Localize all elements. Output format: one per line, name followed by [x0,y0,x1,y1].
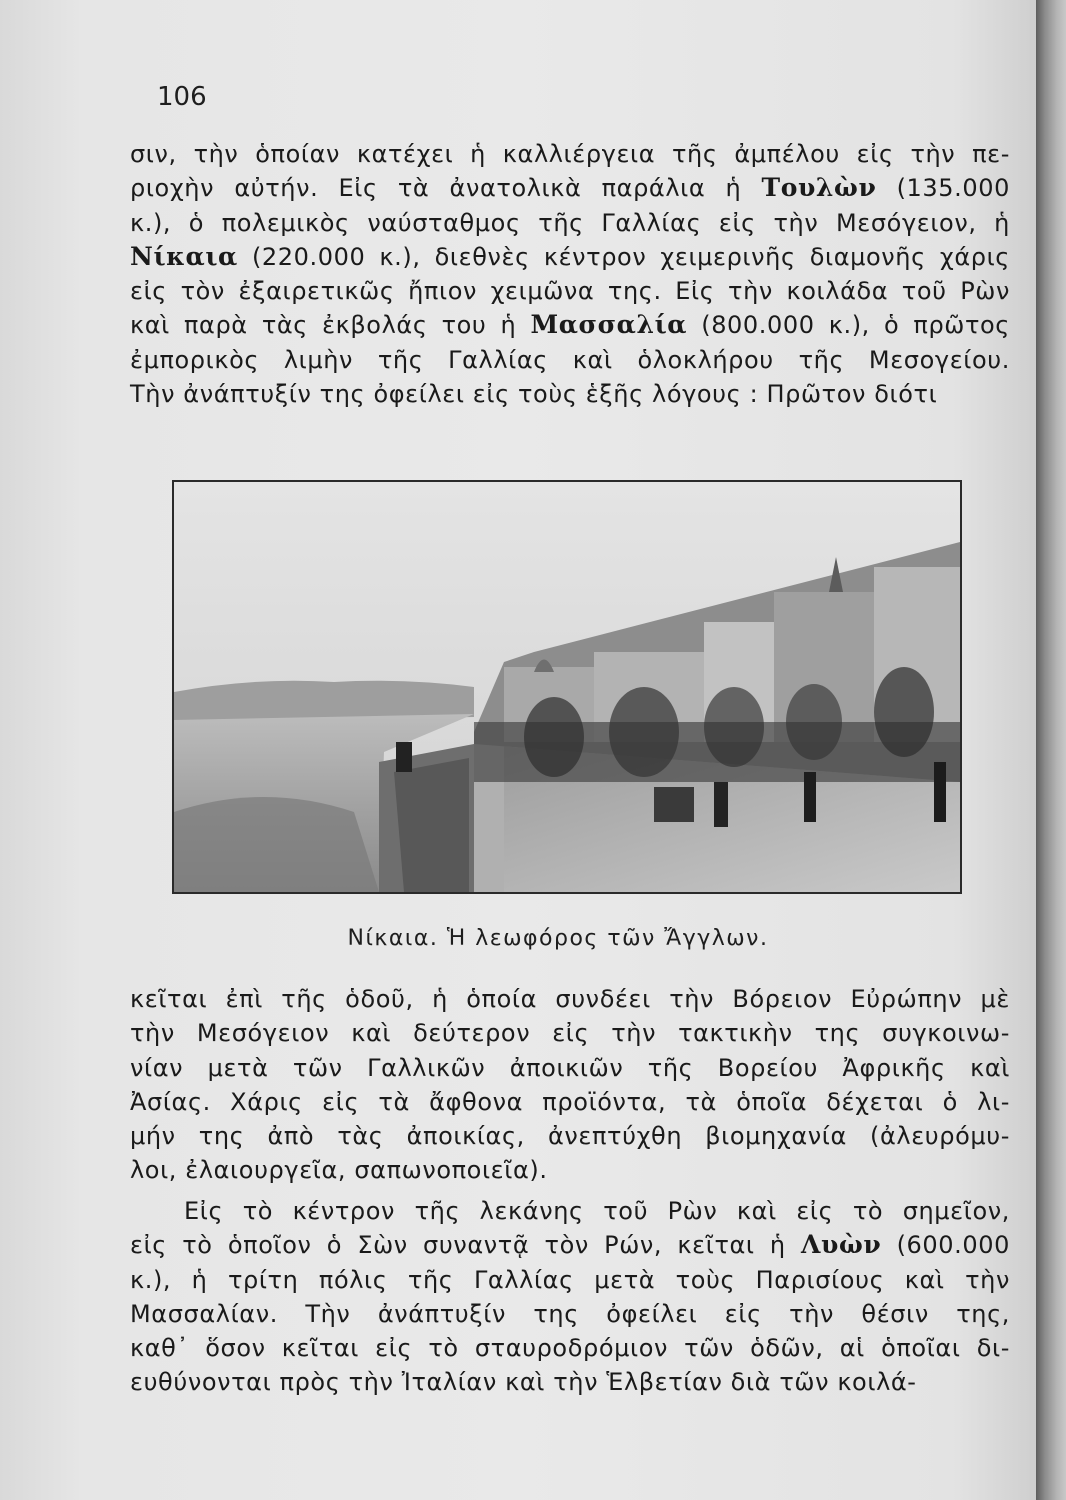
text-run: (600.000 [881,1231,1010,1260]
text-line [130,1297,1010,1331]
text-run: Ἀσίας. Χάρις εἰς τὰ ἄφθονα προϊόντα, τὰ ὁποῖα δέχεται ὁ λι- [130,1087,1010,1116]
paragraph-2 [130,982,1010,1188]
text-line [130,1119,1010,1153]
text-run: κ.), ἡ τρίτη πόλις τῆς Γαλλίας μετὰ τοὺς Παρισίους καὶ τὴν [130,1265,1010,1294]
text-run: καθ᾽ ὅσον κεῖται εἰς τὸ σταυροδρόμιον τῶν ὁδῶν, αἱ ὁποῖαι δι- [130,1334,1010,1363]
text-line [130,206,1010,240]
text-run: (800.000 κ.), ὁ πρῶτος [687,311,1010,340]
text-run: ἐμπορικὸς λιμὴν τῆς Γαλλίας καὶ ὁλοκλήρου τῆς Μεσογείου. [130,345,1010,374]
text-line [130,377,1010,411]
text-run: κ.), ὁ πολεμικὸς ναύσταθμος τῆς Γαλλίας εἰς τὴν Μεσόγειον, ἡ [130,208,1010,237]
text-run: Τὴν ἀνάπτυξίν της ὀφείλει εἰς τοὺς ἑξῆς λόγους : Πρῶτον διότι [130,380,938,409]
place-name: Λυὼν [801,1230,882,1260]
text-run: (220.000 κ.), διεθνὲς κέντρον χειμερινῆς διαμονῆς χάρις [237,242,1010,271]
text-line [130,343,1010,377]
paragraph-1 [130,137,1010,411]
text-run: μήν της ἀπὸ τὰς ἀποικίας, ἀνεπτύχθη βιομηχανία (ἀλευρόμυ- [130,1122,1010,1151]
text-line [130,1228,1010,1262]
text-line [130,982,1010,1016]
text-run: κεῖται ἐπὶ τῆς ὁδοῦ, ἡ ὁποία συνδέει τὴν Βόρειον Εὐρώπην μὲ [130,985,1010,1013]
text-run: ευθύνονται πρὸς τὴν Ἰταλίαν καὶ τὴν Ἑλβετίαν διὰ τῶν κοιλά- [130,1368,917,1397]
text-run: νίαν μετὰ τῶν Γαλλικῶν ἀποικιῶν τῆς Βορείου Ἀφρικῆς καὶ [130,1053,1010,1082]
text-line [130,274,1010,308]
text-line [130,1194,1010,1228]
text-line [130,1263,1010,1297]
book-gutter-edge [1036,0,1066,1500]
text-line [130,1331,1010,1365]
text-run: σιν, τὴν ὁποίαν κατέχει ἡ καλλιέργεια τῆς ἀμπέλου εἰς τὴν πε- [130,140,1010,168]
text-run: (135.000 [876,174,1010,203]
text-line [130,171,1010,205]
paragraph-3 [130,1194,1010,1400]
text-run: Μασσαλίαν. Τὴν ἀνάπτυξίν της ὀφείλει εἰς τὴν θέσιν της, [130,1299,1010,1328]
place-name: Τουλὼν [761,173,877,203]
text-line [130,240,1010,274]
photo-nice-promenade [172,480,962,894]
text-run: Εἰς τὸ κέντρον τῆς λεκάνης τοῦ Ρὼν καὶ εἰς τὸ σημεῖον, [184,1197,1010,1225]
figure-caption: Νίκαια. Ἡ λεωφόρος τῶν Ἄγγλων. [347,926,769,951]
text-run: τὴν Μεσόγειον καὶ δεύτερον εἰς τὴν τακτικὴν της συγκοινω- [130,1019,1010,1048]
page-number: 106 [157,82,207,112]
place-name: Μασσαλία [530,310,688,340]
text-run: εἰς τὸ ὁποῖον ὁ Σὼν συναντᾷ τὸν Ρών, κεῖται ἡ [130,1231,802,1260]
text-line [130,137,1010,171]
text-run: εἰς τὸν ἐξαιρετικῶς ἤπιον χειμῶνα της. Εἰς τὴν κοιλάδα τοῦ Ρὼν [130,277,1010,306]
text-line [130,1153,1010,1187]
text-line [130,1016,1010,1050]
text-line [130,1365,1010,1399]
place-name: Νίκαια [130,241,238,271]
text-line [130,1085,1010,1119]
text-line [130,308,1010,342]
text-run: λοι, ἐλαιουργεῖα, σαπωνοποιεῖα). [130,1156,548,1185]
text-line [130,1051,1010,1085]
text-run: καὶ παρὰ τὰς ἐκβολάς του ἡ [130,311,531,340]
text-run: ριοχὴν αὐτήν. Εἰς τὰ ἀνατολικὰ παράλια ἡ [130,174,762,203]
